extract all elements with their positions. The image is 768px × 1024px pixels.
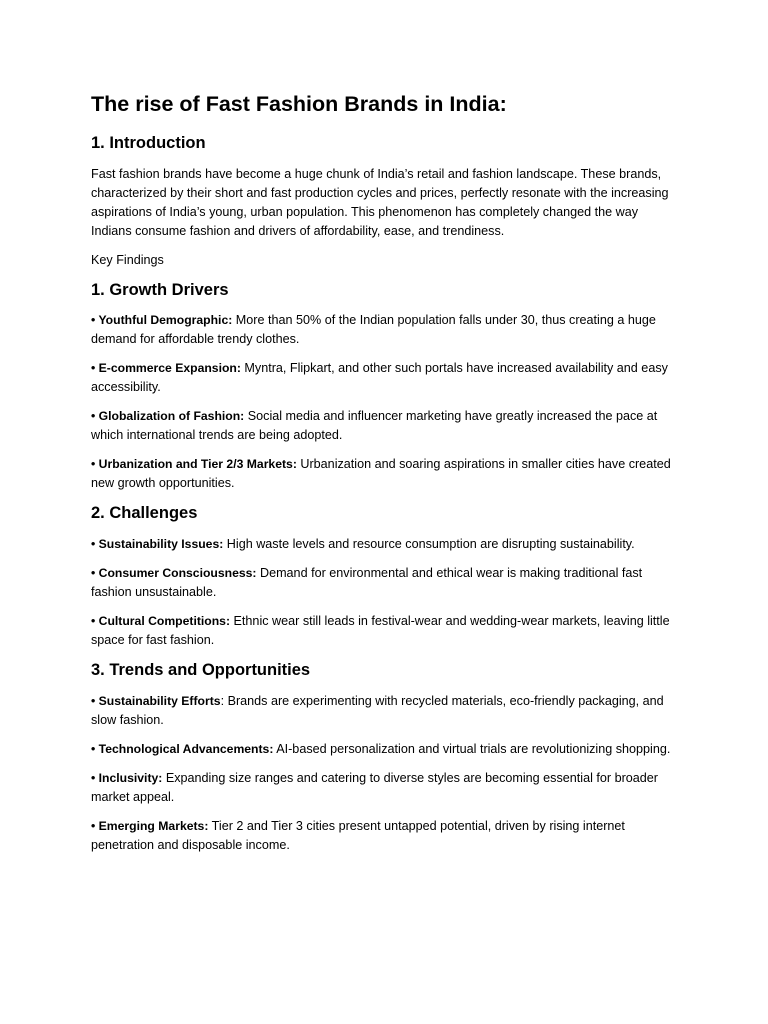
section-heading-trends-opportunities: 3. Trends and Opportunities (91, 661, 311, 680)
bullet-glyph: • (91, 313, 96, 328)
bullet-text: Myntra, Flipkart, and other such portals have increased availability and easy accessibility. (91, 361, 668, 395)
bullet-text: AI-based personalization and virtual trials are revolutionizing shopping. (276, 741, 671, 756)
bullet-text: High waste levels and resource consumption are disrupting sustainability. (226, 537, 635, 552)
bullet-term: Cultural Competitions: (98, 614, 231, 629)
bullet-term: Globalization of Fashion: (98, 409, 245, 424)
bullet-term: Urbanization and Tier 2/3 Markets: (98, 457, 297, 472)
bullet-text: More than 50% of the Indian population falls under 30, thus creating a huge demand for affordable trendy clothes. (91, 313, 656, 347)
bullet-glyph: • (91, 614, 96, 629)
bullet-text: Tier 2 and Tier 3 cities present untapped potential, driven by rising internet penetration and disposable income. (91, 818, 625, 852)
bullet-term: E-commerce Expansion: (98, 361, 241, 376)
bullet-glyph: • (91, 741, 96, 756)
bullet-term: Sustainability Efforts (98, 693, 221, 708)
section-heading-challenges: 2. Challenges (91, 504, 198, 523)
list-item (91, 535, 682, 554)
bullet-text: Urbanization and soaring aspirations in smaller cities have created new growth opportunities. (91, 457, 671, 491)
bullet-glyph: • (91, 566, 96, 581)
bullet-glyph: • (91, 537, 96, 552)
introduction-paragraph: Fast fashion brands have become a huge chunk of India’s retail and fashion landscape. These brands, characterized by their short and fast production cycles and prices, perfectly resonate with the increasing aspirations of India’s young, urban population. This phenomenon has completely changed the way Indians consume fashion and drivers of affordability, ease, and trendiness. (91, 166, 669, 238)
list-item (91, 769, 682, 807)
list-item (91, 359, 682, 397)
document-title: The rise of Fast Fashion Brands in India: (91, 92, 507, 116)
introduction-heading: 1. Introduction (91, 133, 206, 152)
list-item (91, 692, 682, 730)
bullet-glyph: • (91, 693, 96, 708)
bullet-term: Youthful Demographic: (98, 313, 233, 328)
bullet-glyph: • (91, 409, 96, 424)
bullet-glyph: • (91, 770, 96, 785)
bullet-glyph: • (91, 361, 96, 376)
list-item (91, 311, 682, 349)
bullet-text: Demand for environmental and ethical wear is making traditional fast fashion unsustainable. (91, 566, 643, 600)
key-findings-label: Key Findings (91, 252, 164, 267)
bullet-term: Emerging Markets: (98, 818, 209, 833)
bullet-term: Technological Advancements: (98, 741, 274, 756)
bullet-glyph: • (91, 457, 96, 472)
list-item (91, 740, 682, 759)
bullet-text: Ethnic wear still leads in festival-wear and wedding-wear markets, leaving little space for fast fashion. (91, 614, 670, 648)
list-item (91, 564, 682, 602)
list-item (91, 817, 682, 855)
bullet-text: Social media and influencer marketing have greatly increased the pace at which international trends are being adopted. (91, 409, 658, 443)
bullet-term: Consumer Consciousness: (98, 566, 257, 581)
challenges-list (91, 535, 682, 650)
bullet-term: Sustainability Issues: (98, 537, 224, 552)
trends-opportunities-list (91, 692, 682, 855)
bullet-text: : Brands are experimenting with recycled materials, eco-friendly packaging, and slow fashion. (91, 693, 664, 727)
list-item (91, 612, 682, 650)
growth-drivers-list (91, 311, 682, 493)
bullet-term: Inclusivity: (98, 770, 163, 785)
section-heading-growth-drivers: 1. Growth Drivers (91, 280, 229, 299)
list-item (91, 407, 682, 445)
bullet-text: Expanding size ranges and catering to diverse styles are becoming essential for broader market appeal. (91, 770, 658, 804)
bullet-glyph: • (91, 818, 96, 833)
list-item (91, 455, 682, 493)
